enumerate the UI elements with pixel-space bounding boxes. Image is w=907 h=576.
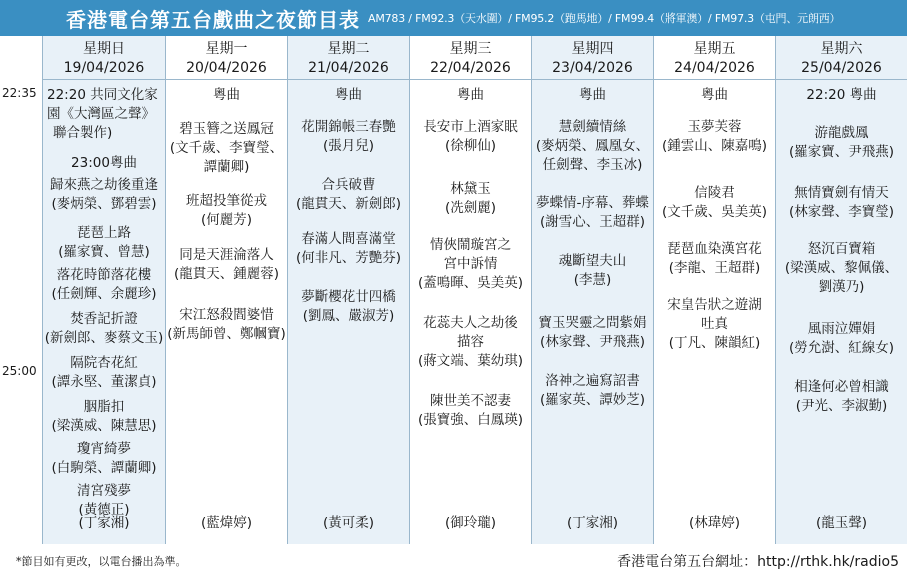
- program-cast-cont: 任劍聲、李玉冰): [542, 157, 643, 173]
- program-title: 洛神之遍寫詔書: [545, 373, 640, 389]
- day-date: 22/04/2026: [430, 60, 511, 76]
- frequency-list: AM783 / FM92.3（天水圍）/ FM95.2（跑馬地）/ FM99.4（將軍澳）/ FM97.3（屯門、元朗西）: [368, 12, 841, 25]
- program-title: 合兵破曹: [321, 177, 376, 193]
- program-cast: (何麗芳): [200, 212, 253, 228]
- program-title: 歸來燕之劫後重逢: [50, 177, 158, 193]
- day-name: 星期三: [449, 41, 492, 57]
- host-name: (黃可柔): [322, 515, 375, 531]
- time-end: 25:00: [2, 364, 37, 378]
- program-title: 信陵君: [694, 185, 735, 201]
- program-title: 焚香記折證: [70, 311, 138, 327]
- program-genre: 粵曲: [701, 87, 728, 103]
- day-header: [654, 36, 775, 80]
- program-item: [776, 240, 907, 297]
- program-title: 夢斷櫻花廿四橋: [301, 289, 396, 305]
- host-name: (龍玉聲): [815, 515, 868, 531]
- program-item: [532, 372, 653, 410]
- program-item: [166, 306, 287, 344]
- day-column-saturday: [775, 36, 907, 544]
- program-cast: (白駒榮、譚蘭卿): [51, 460, 157, 476]
- schedule-footer: [0, 545, 907, 576]
- program-cast: (麥炳榮、鳳凰女、: [535, 138, 650, 154]
- program-title: 宋皇告狀之遊湖: [667, 297, 762, 313]
- program-cast-cont: 譚蘭卿): [203, 159, 250, 175]
- day-header: [43, 36, 165, 80]
- program-cast: (蓋鳴暉、吳美英): [417, 275, 524, 291]
- program-item: [776, 184, 907, 222]
- program-title: 隔院杏花紅: [70, 355, 138, 371]
- day-programs: [654, 80, 775, 543]
- program-item: [654, 118, 775, 156]
- day-date: 23/04/2026: [552, 60, 633, 76]
- program-item: [43, 354, 165, 392]
- program-genre: 粵曲: [335, 87, 362, 103]
- program-cast: (丁凡、陳韻紅): [668, 335, 761, 351]
- program-cast: (梁漢威、陳慧思): [51, 418, 157, 434]
- day-programs: [166, 80, 287, 543]
- program-item: [43, 398, 165, 436]
- program-title: 夢蝶情-序幕、葬蝶: [536, 195, 649, 211]
- program-cast: (麥炳榮、鄧碧雲): [51, 196, 157, 212]
- program-title: 瓊宵綺夢: [77, 441, 131, 457]
- day-date: 24/04/2026: [674, 60, 755, 76]
- day-programs: [288, 80, 409, 543]
- program-title: 同是天涯淪落人: [179, 247, 274, 263]
- time-column: [0, 36, 42, 544]
- program-item: [654, 184, 775, 222]
- program-title: 落花時節落花樓: [56, 267, 152, 283]
- program-genre: 23:00粵曲: [71, 155, 137, 171]
- program-item: [43, 266, 165, 304]
- program-cast: (張寶強、白鳳瑛): [417, 412, 524, 428]
- program-title: 相逢何必曾相識: [794, 379, 889, 395]
- program-cast: (龍貫天、鍾麗蓉): [173, 266, 280, 282]
- program-item: [288, 288, 409, 326]
- program-item: [43, 224, 165, 262]
- day-header: [288, 36, 409, 80]
- program-genre: 粵曲: [213, 87, 240, 103]
- program-title: 陳世美不認妻: [430, 393, 511, 409]
- day-name: 星期五: [693, 41, 736, 57]
- program-title: 琵琶血染漢宮花: [667, 241, 762, 257]
- program-cast: (李龍、王超群): [668, 260, 761, 276]
- program-item: [410, 392, 531, 430]
- program-item: [43, 176, 165, 214]
- program-item: [288, 176, 409, 214]
- program-cast: (任劍輝、余麗珍): [51, 286, 157, 302]
- program-cast-cont: 劉漢乃): [818, 279, 865, 295]
- day-column-wednesday: [409, 36, 531, 544]
- host-name: (御玲瓏): [444, 515, 497, 531]
- program-cast: (李慧): [573, 272, 612, 288]
- day-date: 19/04/2026: [63, 60, 145, 76]
- program-cast: (林家聲、尹飛燕): [539, 334, 646, 350]
- host-name: (丁家湘): [566, 515, 619, 531]
- program-cast: (張月兒): [322, 138, 375, 154]
- host-name: (林瑋婷): [688, 515, 741, 531]
- day-date: 21/04/2026: [308, 60, 389, 76]
- day-programs: [410, 80, 531, 543]
- day-name: 星期四: [571, 41, 614, 57]
- program-title: 清宮殘夢: [77, 483, 131, 499]
- program-note: 22:20 共同文化家: [47, 87, 158, 103]
- day-programs: [776, 80, 907, 543]
- program-item: [776, 124, 907, 162]
- program-title: 玉夢芙蓉: [687, 119, 742, 135]
- day-header: [166, 36, 287, 80]
- program-cast: (尹光、李淑勤): [795, 398, 888, 414]
- program-title: 無情寶劍有情天: [794, 185, 889, 201]
- program-cast: (鍾雲山、陳嘉鳴): [661, 138, 768, 154]
- day-name: 星期二: [327, 41, 370, 57]
- program-item: [410, 118, 531, 156]
- program-cast: (蔣文端、葉幼琪): [417, 353, 524, 369]
- program-cast: (梁漢威、黎佩儀、: [784, 260, 899, 276]
- program-subtitle: 宮中訴情: [443, 256, 498, 272]
- program-item: [166, 120, 287, 177]
- program-subtitle: 描容: [457, 334, 484, 350]
- program-item: [410, 236, 531, 293]
- program-item: [532, 118, 653, 175]
- program-title: 怒沉百寶箱: [807, 241, 876, 257]
- host-name: (丁家湘): [78, 515, 130, 531]
- day-column-monday: [165, 36, 287, 544]
- program-genre: 22:20 粵曲: [806, 87, 877, 103]
- program-cast: (新劍郎、麥蔡文玉): [44, 330, 164, 346]
- program-title: 班超投筆從戎: [186, 193, 267, 209]
- program-cast: (黃德正): [78, 502, 130, 518]
- day-header: [776, 36, 907, 80]
- program-item: [776, 378, 907, 416]
- program-item: [532, 194, 653, 232]
- day-name: 星期日: [83, 41, 125, 57]
- program-item: [654, 296, 775, 353]
- day-programs: [43, 80, 165, 543]
- program-title: 花蕊夫人之劫後: [423, 315, 518, 331]
- program-title: 寶玉哭靈之問紫娟: [538, 315, 647, 331]
- program-cast: (譚永堅、董潔貞): [51, 374, 157, 390]
- website-link[interactable]: 香港電台第五台網址：http://rthk.hk/radio5: [617, 553, 899, 570]
- program-item: [43, 310, 165, 348]
- program-item: [410, 314, 531, 371]
- program-cast: (徐柳仙): [444, 138, 497, 154]
- day-header: [410, 36, 531, 80]
- program-title: 琵琶上路: [77, 225, 131, 241]
- program-item: [532, 314, 653, 352]
- program-cast: (謝雪心、王超群): [539, 214, 646, 230]
- program-item: [532, 252, 653, 290]
- schedule-header: [0, 0, 907, 36]
- day-date: 25/04/2026: [801, 60, 882, 76]
- day-date: 20/04/2026: [186, 60, 267, 76]
- day-column-tuesday: [287, 36, 409, 544]
- program-title: 風雨泣嬋娟: [807, 321, 876, 337]
- day-name: 星期六: [820, 41, 863, 57]
- day-column-thursday: [531, 36, 653, 544]
- change-notice: *節目如有更改，以電台播出為準。: [16, 554, 187, 568]
- program-cast: (羅家英、譚妙芝): [539, 392, 646, 408]
- program-item: [654, 240, 775, 278]
- schedule-grid: [0, 36, 907, 544]
- program-subtitle: 吐真: [701, 316, 728, 332]
- program-cast: (林家聲、李寶瑩): [788, 204, 895, 220]
- program-note: 園《大灣區之聲》: [47, 106, 155, 122]
- program-cast: (龍貫天、新劍郎): [295, 196, 402, 212]
- program-title: 魂斷望夫山: [558, 253, 627, 269]
- program-title: 宋江怒殺閻婆惜: [179, 307, 274, 323]
- program-item: [288, 230, 409, 268]
- program-item: [166, 246, 287, 284]
- program-item: [288, 118, 409, 156]
- program-cast: (勞允澍、紅線女): [788, 340, 895, 356]
- program-cast: (文千歲、李寶瑩、: [169, 140, 284, 156]
- program-title: 長安市上酒家眠: [423, 119, 518, 135]
- program-genre: 粵曲: [457, 87, 484, 103]
- program-title: 胭脂扣: [83, 399, 125, 415]
- program-cast: (冼劍麗): [444, 200, 497, 216]
- program-note: 聯合製作): [53, 125, 113, 141]
- program-item: [410, 180, 531, 218]
- program-title: 花開錦帳三春艷: [301, 119, 396, 135]
- program-item: [43, 440, 165, 478]
- program-cast: (羅家寶、曾慧): [58, 244, 150, 260]
- program-title: 林黛玉: [450, 181, 491, 197]
- program-cast: (何非凡、芳艷芬): [295, 250, 402, 266]
- time-start: 22:35: [2, 86, 37, 100]
- program-cast: (新馬師曾、鄭幗寶): [167, 326, 286, 342]
- program-cast: (劉鳳、嚴淑芳): [302, 308, 395, 324]
- program-cast: (文千歲、吳美英): [661, 204, 768, 220]
- program-title: 游龍戲鳳: [814, 125, 869, 141]
- program-title: 情俠鬧璇宮之: [430, 237, 511, 253]
- program-title: 慧劍續情絲: [558, 119, 627, 135]
- day-column-sunday: [42, 36, 165, 544]
- program-title: 碧玉簪之送鳳冠: [179, 121, 274, 137]
- page-title: 香港電台第五台戲曲之夜節目表: [66, 7, 360, 32]
- program-item: [166, 192, 287, 230]
- day-programs: [532, 80, 653, 543]
- program-genre: 粵曲: [579, 87, 606, 103]
- program-title: 春滿人間喜滿堂: [301, 231, 396, 247]
- host-name: (藍煒婷): [200, 515, 253, 531]
- program-item: [776, 320, 907, 358]
- day-header: [532, 36, 653, 80]
- program-cast: (羅家寶、尹飛燕): [788, 144, 895, 160]
- day-column-friday: [653, 36, 775, 544]
- day-name: 星期一: [205, 41, 248, 57]
